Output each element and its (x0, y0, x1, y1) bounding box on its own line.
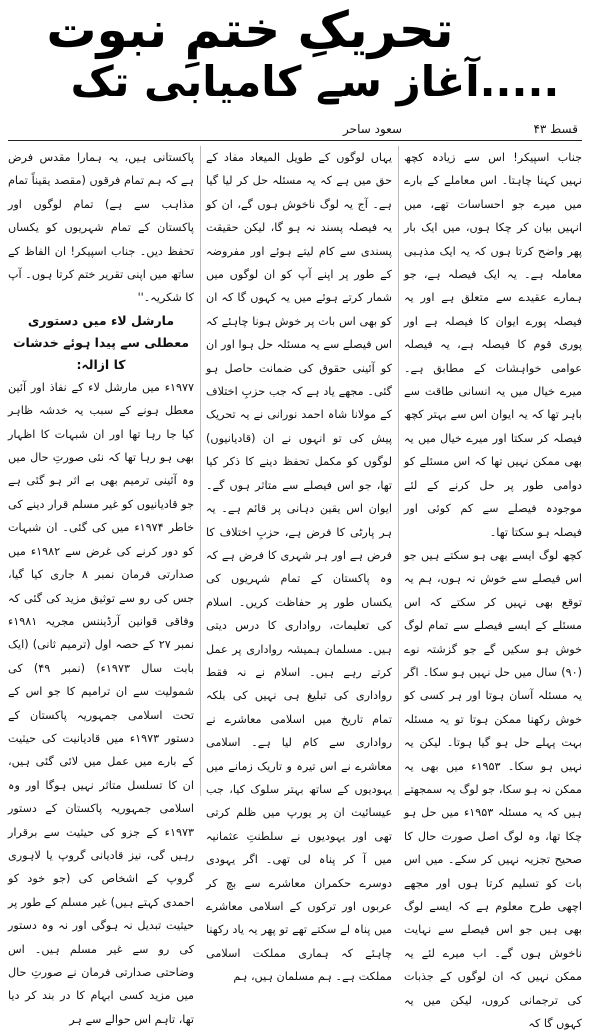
article-title (30, 1, 580, 114)
column-middle (206, 146, 392, 984)
column-left (8, 146, 195, 1026)
paragraph: ۱۹۷۷ء میں مارشل لاء کے نفاذ اور آئین معطل ہونے کے سبب یہ خدشہ ظاہر کیا جا رہا تھا اور ان شبہات کا اظہار بھی ہو رہا تھا کہ نئی صورتِ حال میں وہ آئینی ترمیم بھی بے اثر ہو گئی ہے جو قادیانیوں کو غیر مسلم قرار دینے کی خاطر ۱۹۷۴ء میں کی گئی۔ ان شبہات کو دور کرنے کی غرض سے ۱۹۸۲ء میں صدارتی فرمان نمبر ۸ جاری کیا گیا، جس کی رو سے توثیق مزید کی گئی کہ وفاقی قوانین آرڈیننس مجریہ ۱۹۸۱ء نمبر ۲۷ کے حصہ اول (ترمیم ثانی) (ایک بابت سال ۱۹۷۳ء) (نمبر ۴۹) کی شمولیت سے ان ترامیم کا جو اس کے تحت اسلامی جمہوریہ پاکستان کے دستور ۱۹۷۳ء میں قادیانیت کی حیثیت کے بارے میں عمل میں لائی گئی ہیں، ان کا تسلسل متاثر نہیں ہوگا اور وہ اسلامی جمہوریہ پاکستان کے دستور ۱۹۷۳ء کے جزو کی حیثیت سے برقرار رہیں گی، نیز قادیانی گروپ یا لاہوری گروپ کے اشخاص کی (جو خود کو احمدی کہتے ہیں) غیر مسلم کے طور پر حیثیت تبدیل نہ ہوگی اور نہ وہ دستور کی رو سے غیر مسلم ہیں۔ اس وضاحتی صدارتی فرمان نے صورتِ حال میں مزید کسی ابہام کا در بند کر دیا تھا، تاہم اس حوالے سے ہر (8, 380, 195, 1026)
author-name: سعود ساحر (343, 122, 402, 136)
title-line-1: تحریکِ ختمِ نبوت (46, 1, 454, 59)
episode-number: قسط ۴۳ (533, 122, 578, 136)
column-right (404, 146, 582, 1031)
article-meta-bar (8, 120, 582, 141)
paragraph: کچھ لوگ ایسے بھی ہو سکتے ہیں جو اس فیصلے سے خوش نہ ہوں، ہم یہ توقع بھی نہیں کر سکتے کہ اس مسئلے کے ایسے فیصلے سے تمام لوگ خوش ہو سکیں گے جو گزشتہ نوے (۹۰) سال میں حل نہیں ہو سکا۔ اگر یہ مسئلہ آسان ہوتا اور ہر کسی کو خوش رکھنا ممکن ہوتا تو یہ مسئلہ بہت پہلے حل ہو گیا ہوتا۔ لیکن یہ نہیں ہو سکا۔ ۱۹۵۳ء میں بھی یہ ممکن نہ ہو سکا، جو لوگ یہ سمجھتے ہیں کہ یہ مسئلہ ۱۹۵۳ء میں حل ہو چکا تھا، وہ لوگ اصل صورت حال کا صحیح تجزیہ نہیں کر سکے۔ میں اس بات کو تسلیم کرتا ہوں اور مجھے اچھی طرح معلوم ہے کہ ایسے لوگ بھی ہیں جو اس فیصلے سے نہایت ناخوش ہوں گے۔ اب میرے لئے یہ ممکن نہیں کہ ان لوگوں کے جذبات کی ترجمانی کروں، لیکن میں یہ کہوں گا کہ (404, 548, 582, 1031)
paragraph: پاکستانی ہیں، یہ ہمارا مقدس فرض ہے کہ ہم تمام فرقوں (مقصد یقیناً تمام مذاہب سے ہے) تمام لوگوں اور پاکستان کے تمام شہریوں کو یکساں تحفظ دیں۔ جناب اسپیکر! ان الفاظ کے ساتھ میں اپنی تقریر ختم کرتا ہوں۔ آپ کا شکریہ۔'' (8, 151, 194, 305)
paragraph: جناب اسپیکر! اس سے زیادہ کچھ نہیں کہنا چاہتا۔ اس معاملے کے بارے میں میرے جو احساسات تھے، میں انہیں بیان کر چکا ہوں، میں ایک بار پھر واضح کرتا ہوں کہ یہ ایک مذہبی معاملہ ہے۔ یہ ایک فیصلہ ہے، جو ہمارے عقیدے سے متعلق ہے اور یہ فیصلہ پورے ایوان کا فیصلہ ہے اور پوری قوم کا فیصلہ ہے، یہ فیصلہ عوامی خواہشات کے مطابق ہے۔ میرے خیال میں یہ انسانی طاقت سے باہر تھا کہ یہ ایوان اس سے بہتر کچھ فیصلہ کر سکتا اور میرے خیال میں یہ بھی ممکن نہیں تھا کہ اس مسئلے کو دوامی طور پر حل کرنے کے لئے موجودہ فیصلے سے کم کوئی اور فیصلہ ہو سکتا تھا۔ (404, 151, 582, 539)
column-divider (200, 146, 201, 796)
paragraph: یہاں لوگوں کے طویل المیعاد مفاد کے حق میں ہے کہ یہ مسئلہ حل کر لیا گیا ہے۔ آج یہ لوگ ناخوش ہوں گے، ان کو یہ فیصلہ پسند نہ ہو گا، لیکن حقیقت پسندی سے کام لیتے ہوئے اور مفروضہ کے طور پر اپنے آپ کو ان لوگوں میں شمار کرتے ہوئے میں یہ کہوں گا کہ ان کو بھی اس بات پر خوش ہونا چاہئے کہ اس فیصلے سے یہ مسئلہ حل ہوا اور ان کو آئینی حقوق کی ضمانت حاصل ہو گئی۔ مجھے یاد ہے کہ جب حزبِ اختلاف کے مولانا شاہ احمد نورانی نے یہ تحریک پیش کی تو انہوں نے ان (قادیانیوں) لوگوں کو مکمل تحفظ دینے کا ذکر کیا تھا، جو اس فیصلے سے متاثر ہوں گے۔ ایوان اس یقین دہانی پر قائم ہے۔ یہ ہر پارٹی کا فرض ہے، حزبِ اختلاف کا فرض ہے اور ہر شہری کا فرض ہے کہ وہ پاکستان کے تمام شہریوں کی یکساں طور پر حفاظت کریں۔ اسلام کی تعلیمات، رواداری کا درس دیتی ہیں۔ مسلمان ہمیشہ رواداری پر عمل کرتے رہے ہیں۔ اسلام نے نہ فقط رواداری کی تبلیغ ہی نہیں کی بلکہ تمام تاریخ میں اسلامی معاشرے نے رواداری سے کام لیا ہے۔ اسلامی معاشرے نے اس تیرہ و تاریک زمانے میں یہودیوں کے ساتھ بہتر سلوک کیا، جب عیسائیت ان پر یورپ میں ظلم کرتی تھی اور یہودیوں نے سلطنتِ عثمانیہ میں آ کر پناہ لی تھی۔ اگر یہودی دوسرے حکمران معاشرے سے بچ کر عربوں اور ترکوں کے اسلامی معاشرے میں پناہ لے سکتے تھے تو پھر یہ یاد رکھنا چاہئے کہ ہماری مملکت اسلامی مملکت ہے۔ ہم مسلمان ہیں، ہم (206, 151, 392, 984)
title-line-2: .....آغاز سے کامیابی تک (70, 57, 560, 106)
column-divider (398, 146, 399, 796)
section-subheading: مارشل لاء میں دستوری معطلی سے پیدا ہوئے خدشات کا ازالہ: (12, 312, 189, 372)
